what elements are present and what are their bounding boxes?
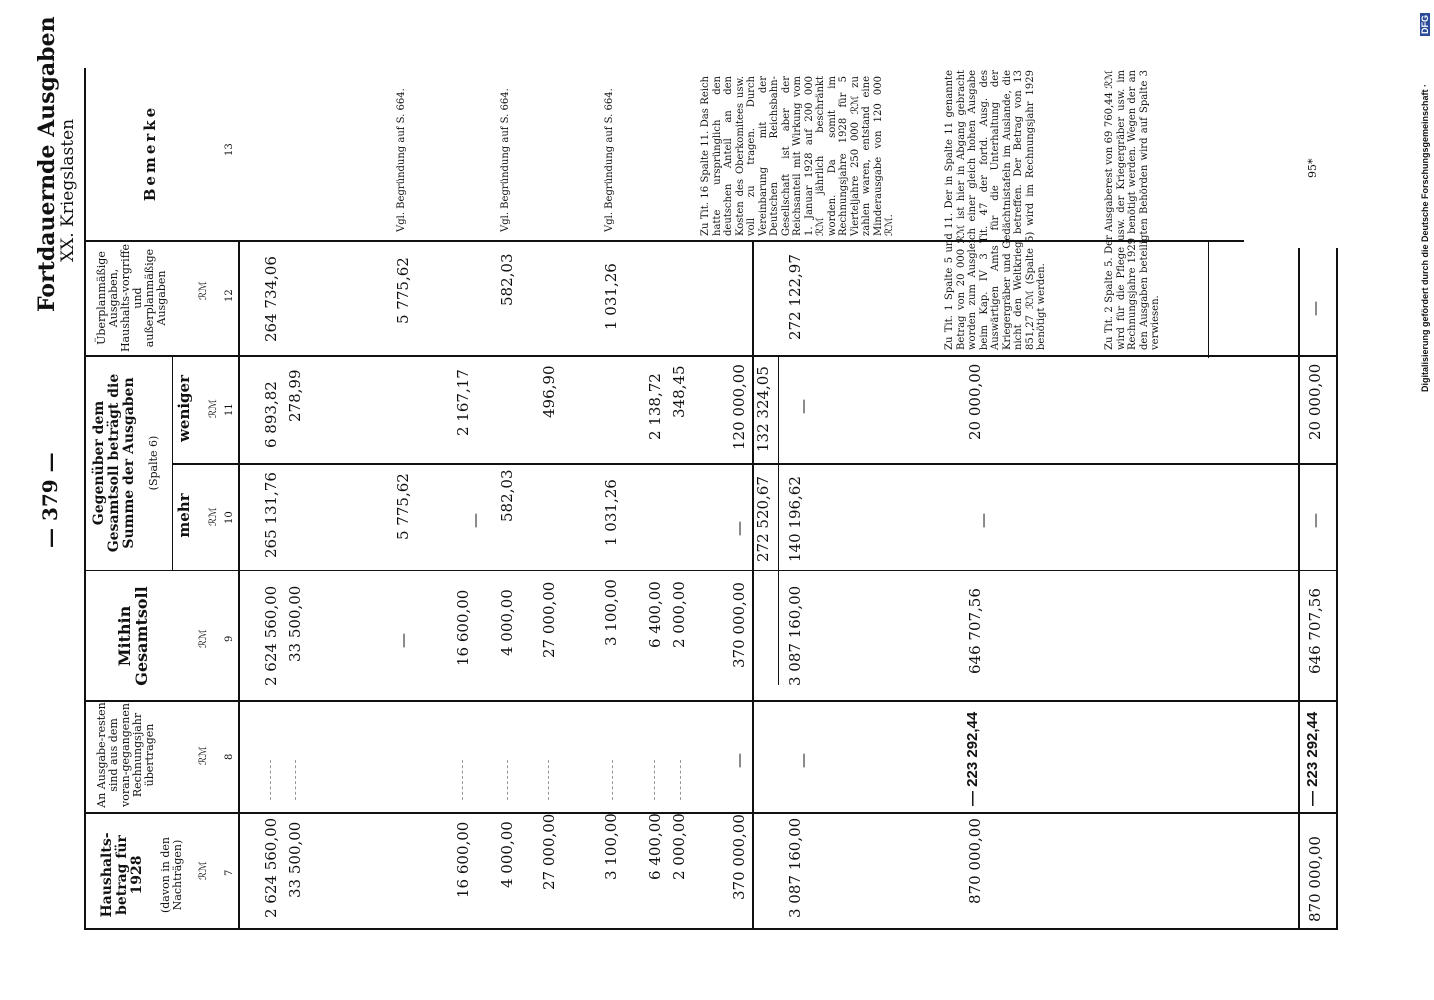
dash: — — [1306, 301, 1324, 316]
dfg-logo: DFG — [1420, 15, 1430, 34]
r2-c9: 33 500,00 — [286, 585, 304, 662]
dash: — — [974, 513, 992, 528]
r9-c7: 2 000,00 — [670, 813, 688, 880]
r8-c9: 6 400,00 — [646, 581, 664, 648]
r10-c9: 370 000,00 — [730, 582, 748, 668]
unit-col11: ℛℳ — [208, 399, 219, 418]
note-1: Zu Tit. 16 Spalte 11. Das Reich hatte ursprünglich den deutschen Anteil an den Kosten des Oberkomitees usw. voll zu tragen. Durch Vereinbarung mit der Deutschen Reichsbahn-Gesellschaft ist aber der Reichsanteil mit Wirkung vom 1. Januar 1928 auf 200 000 ℛℳ jährlich beschränkt worden. Da somit im Rechnungsjahre 1928 für 5 Vierteljahre 250 000 ℛℳ zu zahlen waren, entstand eine Minderausgabe von 120 000 ℛℳ. — [700, 76, 895, 236]
header-col8: An Ausgabe-resten sind aus dem voran-gegangenen Rechnungsjahr übertragen — [95, 702, 156, 808]
col-rule-9-8 — [84, 700, 1336, 702]
total-c9: 646 707,56 — [1306, 588, 1324, 674]
r10-c7: 370 000,00 — [730, 814, 748, 900]
header-bottom-rule — [238, 240, 240, 930]
unit-col9: ℛℳ — [198, 629, 209, 648]
r11-c7: 870 000,00 — [966, 818, 984, 904]
colnum-11: 11 — [224, 403, 235, 416]
r3-c13: Vgl. Begründung auf S. 664. — [396, 88, 407, 232]
dash: — — [794, 753, 812, 768]
r1-c10: 265 131,76 — [262, 472, 280, 558]
page-subtitle: XX. Kriegslasten — [58, 118, 78, 262]
total-c7: 870 000,00 — [1306, 836, 1324, 922]
col-rule-12-11 — [84, 355, 1336, 357]
dash: — — [466, 513, 484, 528]
page-number: — 379 — — [38, 452, 62, 548]
col-rule-11-10 — [172, 463, 1336, 465]
r5-c13: Vgl. Begründung auf S. 664. — [500, 88, 511, 232]
sum-c10a: 272 520,67 — [754, 476, 772, 562]
r1-c7: 2 624 560,00 — [262, 817, 280, 918]
dash: — — [794, 399, 812, 414]
sum-c12: 272 122,97 — [786, 254, 804, 340]
r3-c9: — — [394, 633, 412, 648]
table-top-rule — [84, 68, 86, 930]
r1-c11: 6 893,82 — [262, 381, 280, 448]
r7-c12: 1 031,26 — [602, 263, 620, 330]
header-col13: Bemerke — [141, 104, 159, 202]
r6-c9: 27 000,00 — [540, 581, 558, 658]
r11-c11: 20 000,00 — [966, 363, 984, 440]
r3-c12: 5 775,62 — [394, 257, 412, 324]
col-rule-8-7 — [84, 812, 1336, 814]
colnum-9: 9 — [224, 635, 235, 642]
colnum-13: 13 — [224, 143, 235, 156]
r5-c7: 4 000,00 — [498, 821, 516, 888]
dash: — — [1306, 513, 1324, 528]
sum-rule-bottom — [778, 355, 779, 685]
note-2: Zu Tit. 1 Spalte 5 und 11. Der in Spalte 11 genannte Betrag von 20 000 ℛℳ ist hier in Abgang gebracht worden zum Ausgleich einer gleich hohen Ausgabe beim Kap. IV 3 Tit. 47 der fortd. Ausg. des Auswärtigen Amts für die Unterhaltung der Kriegergräber und Gedächtnistafeln im Auslande, die nicht den Weltkrieg betreffen. Der Betrag von 13 851,27 ℛℳ (Spalte 5) wird im Rechnungsjahr 1929 benötigt werden. — [944, 70, 1047, 350]
table-left-edge — [84, 928, 1336, 930]
unit-col12: ℛℳ — [198, 281, 209, 300]
header-inner-rule — [172, 355, 173, 570]
total-c11: 20 000,00 — [1306, 363, 1324, 440]
header-col11: weniger — [175, 375, 193, 442]
colnum-8: 8 — [224, 753, 235, 760]
r3-c10: 5 775,62 — [394, 473, 412, 540]
header-col12: Überplanmäßige Ausgaben, Haushalts-vorgriffe und außerplanmäßige Ausgaben — [95, 243, 168, 353]
footer-mark: 95* — [1306, 158, 1319, 178]
r6-c7: 27 000,00 — [540, 813, 558, 890]
r6-c11: 496,90 — [540, 365, 558, 418]
col-rule-10-9 — [84, 570, 1336, 571]
r4-c7: 16 600,00 — [454, 821, 472, 898]
digitization-note: Digitalisierung gefördert durch die Deutsche Forschungsgemeinschaft · — [1420, 83, 1430, 392]
header-col10-11: Gegenüber dem Gesamtsoll beträgt die Summe der Ausgaben — [91, 373, 137, 553]
total-c8: — 223 292,44 — [1304, 711, 1321, 806]
header-col10-11-sub: (Spalte 6) — [147, 435, 160, 491]
r1-c9: 2 624 560,00 — [262, 585, 280, 686]
r7-c9: 3 100,00 — [602, 579, 620, 646]
colnum-10: 10 — [224, 511, 235, 524]
sum-c9: 3 087 160,00 — [786, 585, 804, 686]
dash: — — [730, 753, 748, 768]
r7-c13: Vgl. Begründung auf S. 664. — [604, 88, 615, 232]
r4-c9: 16 600,00 — [454, 589, 472, 666]
note-3: Zu Tit. 2 Spalte 5. Der Ausgaberest von 69 760,44 ℛℳ wird für die Pflege usw. der Kriegergräber usw. im Rechnungsjahre 1929 benötigt werden. Wegen der an den Ausgaben beteiligten Behörden wird auf Spalte 3 verwiesen. — [1104, 70, 1161, 350]
r7-c7: 3 100,00 — [602, 813, 620, 880]
total-rule — [1298, 248, 1300, 930]
sum-c10b: 140 196,62 — [786, 476, 804, 562]
r8-c7: 6 400,00 — [646, 813, 664, 880]
total-rule-2 — [1336, 248, 1338, 930]
header-col7: Haushalts-betrag für 1928 — [99, 832, 145, 918]
colnum-7: 7 — [224, 869, 235, 876]
r5-c9: 4 000,00 — [498, 589, 516, 656]
r10-c11: 120 000,00 — [730, 364, 748, 450]
dash: — — [730, 521, 748, 536]
r9-c9: 2 000,00 — [670, 581, 688, 648]
sum-rule-top — [752, 240, 754, 930]
r2-c7: 33 500,00 — [286, 821, 304, 898]
sum-c7: 3 087 160,00 — [786, 817, 804, 918]
r9-c11: 348,45 — [670, 365, 688, 418]
colnum-12: 12 — [224, 289, 235, 302]
unit-col8: ℛℳ — [198, 746, 209, 765]
r5-c10: 582,03 — [498, 469, 516, 522]
r5-c12: 582,03 — [498, 253, 516, 306]
r11-c9: 646 707,56 — [966, 588, 984, 674]
r4-c11: 2 167,17 — [454, 369, 472, 436]
page-title: Fortdauernde Ausgaben — [34, 16, 60, 312]
r7-c10: 1 031,26 — [602, 479, 620, 546]
r1-c12: 264 734,06 — [262, 256, 280, 342]
r8-c11: 2 138,72 — [646, 373, 664, 440]
header-col10: mehr — [175, 493, 193, 538]
r11-c8: — 223 292,44 — [964, 711, 981, 806]
unit-col10: ℛℳ — [208, 507, 219, 526]
unit-col7: ℛℳ — [198, 861, 209, 880]
sum-c11: 132 324,05 — [754, 366, 772, 452]
notes-rule — [1208, 240, 1209, 358]
r2-c11: 278,99 — [286, 369, 304, 422]
header-col9: Mithin Gesamtsoll — [115, 586, 151, 686]
header-col7-sub: (davon in den Nachträgen) — [159, 836, 184, 914]
